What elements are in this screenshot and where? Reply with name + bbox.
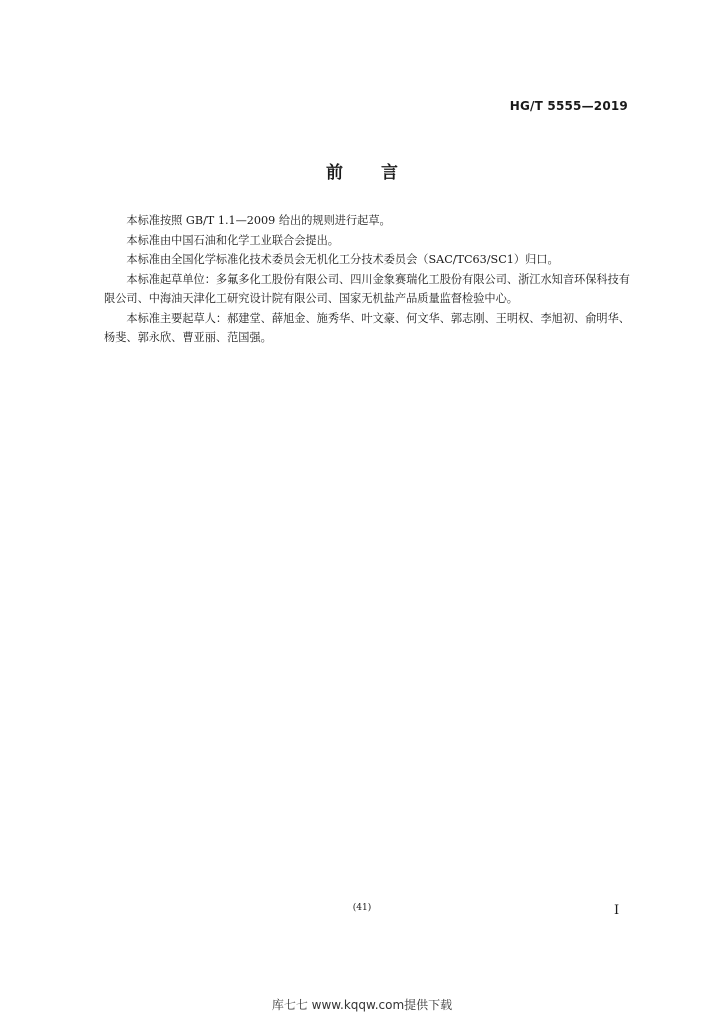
standard-code: HG/T 5555—2019 bbox=[509, 99, 628, 113]
roman-page-number: I bbox=[614, 903, 620, 918]
paragraph-drafting-units: 本标准起草单位：多氟多化工股份有限公司、四川金象赛瑞化工股份有限公司、浙江水知音环保科技有限公司、中海油天津化工研究设计院有限公司、国家无机盐产品质量监督检验中心。 bbox=[104, 272, 630, 305]
page-title: 前言 bbox=[326, 163, 436, 183]
paragraph-drafters: 本标准主要起草人：郝建堂、薛旭金、施秀华、叶文豪、何文华、郭志刚、王明权、李旭初、俞明华、杨斐、郭永欣、曹亚丽、范国强。 bbox=[104, 311, 630, 344]
preface-body bbox=[104, 211, 630, 348]
paragraph-proposer: 本标准由中国石油和化学工业联合会提出。 bbox=[126, 233, 339, 247]
page-number: (41) bbox=[352, 903, 372, 913]
download-watermark: 库七七 www.kqqw.com提供下载 bbox=[271, 998, 453, 1012]
paragraph-jurisdiction: 本标准由全国化学标准化技术委员会无机化工分技术委员会（SAC/TC63/SC1）归口。 bbox=[126, 253, 559, 266]
paragraph-drafting-rules: 本标准按照 GB/T 1.1—2009 给出的规则进行起草。 bbox=[126, 214, 391, 227]
